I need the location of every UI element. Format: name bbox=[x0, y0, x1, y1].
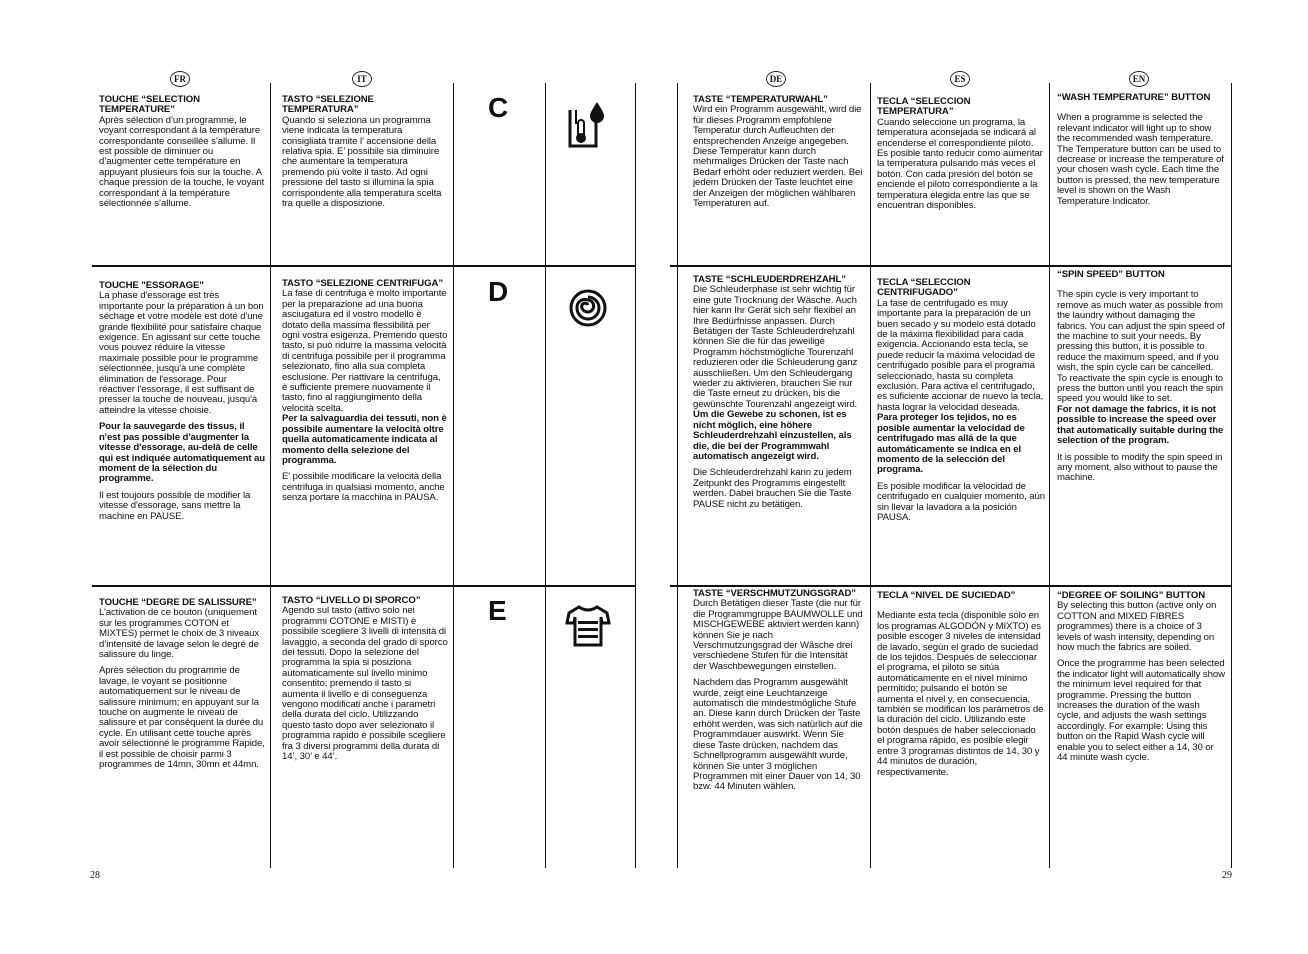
page-number-left: 28 bbox=[90, 870, 100, 881]
de-spin-title: TASTE “SCHLEUDERDREHZAHL” bbox=[693, 275, 846, 285]
en-temperature-title: “WASH TEMPERATURE” BUTTON bbox=[1057, 93, 1211, 103]
fr-spin-text2: Il est toujours possible de modifier la vitesse d'essorage, sans mettre la machine en PAUSE. bbox=[99, 489, 251, 522]
it-soiling-section bbox=[282, 596, 448, 826]
temperature-icon bbox=[568, 100, 608, 150]
es-temperature-section bbox=[877, 97, 1045, 263]
es-spin-bold: Para proteger los tejidos, no es posible aumentar la velocidad de centrifugado mas allá de la que automáticamente se indica en el momento de la selección del programa. bbox=[877, 412, 1025, 476]
it-temperature-section bbox=[282, 95, 448, 263]
fr-spin-title: TOUCHE "ESSORAGE" bbox=[99, 281, 204, 291]
fr-soiling-section bbox=[99, 598, 265, 860]
de-soiling-text: Durch Betätigen dieser Taste (die nur für die Programmgruppe BAUMWOLLE und MISCHGEWEBE aktiviert werden kann) können Sie je nach Verschmutzungsgrad der Wäsche drei verschiedene Stufen für die Intensität der Waschbewegungen einstellen. bbox=[693, 598, 863, 672]
it-temperature-title: TASTO “SELEZIONE TEMPERATURA” bbox=[282, 95, 374, 116]
fr-temperature-title: TOUCHE “SELECTION TEMPERATURE” bbox=[99, 95, 200, 116]
fr-soiling-title: TOUCHE “DEGRE DE SALISSURE” bbox=[99, 598, 257, 608]
es-spin-text: La fase de centrifugado es muy importante para la preparación de un buen secado y su modelo está dotado de la máxima flexibilidad para cada exigencia. Accionando esta tecla, se puede reducir la máxima velocidad de centrifugado posible para el programa seleccionado, hasta su completa exclusión. Para activa el centrifugado, es suficiente accionar de nuevo la tecla, hasta lograr la velocidad deseada. bbox=[877, 297, 1044, 413]
fr-temperature-text: Après sélection d’un programme, le voyant correspondant à la température correspondante conseillée s’allume. Il est possible de diminuer ou d’augmenter cette température en appuyant plusieurs fois sur la touche. A chaque pression de la touche, le voyant correspondant à la température sélectionnée s’allume. bbox=[99, 114, 265, 210]
it-spin-title: TASTO “SELEZIONE CENTRIFUGA” bbox=[282, 279, 444, 289]
de-spin-section bbox=[693, 275, 863, 581]
de-temperature-text: Wird ein Programm ausgewählt, wird die für dieses Programm empfohlene Temperatur durch Aufleuchten der entsprechenden Anzeige angegeben. Diese Temperatur kann durch mehrmaliges Drücken der Taste nach Bedarf erhöht oder reduziert werden. Bei jedem Drücken der Taste leuchtet eine der Anzeigen der möglichen wählbaren Temperaturen auf. bbox=[693, 104, 863, 210]
es-temperature-text: Cuando seleccione un programa, la temperatura aconsejada se indicará al encenderse el correspondiente piloto. Es posible tanto reducir como aumentar la temperatura pulsando más veces el botón. Con cada presión del botón se enciende el piloto correspondiente a la temperatura elegida entre las que se encuentran disponibles. bbox=[877, 116, 1043, 212]
de-soiling-title: TASTE “VERSCHMUTZUNGSGRAD” bbox=[693, 589, 856, 599]
right-page bbox=[654, 0, 1308, 954]
en-spin-text2: It is possible to modify the spin speed in any moment, also without to pause the machine. bbox=[1057, 451, 1223, 484]
en-soiling-section bbox=[1057, 591, 1225, 811]
en-spin-title: “SPIN SPEED” BUTTON bbox=[1057, 270, 1165, 280]
lang-badge-it: IT bbox=[352, 71, 372, 87]
it-spin-bold: Per la salvaguardia dei tessuti, non è possibile aumentare la velocità oltre quella automaticamente indicata al momento della selezione del programma. bbox=[282, 413, 447, 466]
section-letter-c: C bbox=[488, 92, 509, 123]
en-temperature-section bbox=[1057, 93, 1225, 263]
fr-spin-bold: Pour la sauvegarde des tissus, il n'est pas possible d'augmenter la vitesse d'essorage, au-delà de celle qui est indiquée automatiquement au moment de la sélection du programme. bbox=[99, 421, 265, 485]
es-soiling-title: TECLA “NIVEL DE SUCIEDAD” bbox=[877, 591, 1016, 601]
es-spin-title: TECLA “SELECCIÓN CENTRIFUGADO” bbox=[877, 278, 971, 299]
en-spin-bold: For not damage the fabrics, it is not possible to increase the speed over that automatically suitable during the selection of the program. bbox=[1057, 403, 1224, 447]
es-temperature-title: TECLA “SELECCIÓN TEMPERATURA” bbox=[877, 97, 971, 118]
de-spin-text2: Die Schleuderdrehzahl kann zu jedem Zeitpunkt des Programms eingestellt werden. Dabei brauchen Sie die Taste PAUSE nicht zu betätigen. bbox=[693, 467, 852, 510]
fr-spin-section bbox=[99, 281, 265, 581]
de-temperature-title: TASTE “TEMPERATURWAHL” bbox=[693, 95, 828, 105]
soiling-icon bbox=[565, 605, 611, 647]
de-soiling-text2: Nachdem das Programm ausgewählt wurde, zeigt eine Leuchtanzeige automatisch die mindestmögliche Stufe an. Diese kann durch Drücken der Taste erhöht werden, was sich natürlich auf die Programmdauer auswirkt. Wenn Sie diese Taste drücken, nachdem das Schnellprogramm ausgewählt wurde, können Sie unter 3 möglichen Programmen mit einer Dauer von 14, 30 bzw. 44 Minuten wählen. bbox=[693, 677, 863, 793]
it-spin-text: La fase di centrifuga è molto importante per la preparazione ad una buona asciugatura ed il vostro modello è dotato della massima flessibilità per ogni vostra esigenza. Premendo questo tasto, si può ridurre la massima velocità di centrifuga possibile per il programma selezionato, fino alla sua completa esclusione. Per riattivare la centrifuga, è sufficiente premere nuovamente il tasto, fino al raggiungimento della velocità scelta. bbox=[282, 288, 448, 414]
section-letter-d: D bbox=[488, 276, 509, 307]
it-soiling-text: Agendo sul tasto (attivo solo nei programmi COTONE e MISTI) è possibile scegliere 3 livelli di intensità di lavaggio, a seconda del grado di sporco dei tessuti. Dopo la selezione del programma la spia si posiziona automaticamente sul livello minimo consentito; premendo il tasto si aumenta il livello e di conseguenza vengono modificati anche i parametri della durata del ciclo. Utilizzando questo tasto dopo aver selezionato il programma rapido è possibile scegliere fra 3 diversi programmi della durata di 14’, 30’ e 44’. bbox=[282, 605, 448, 763]
de-spin-text: Die Schleuderphase ist sehr wichtig für eine gute Trocknung der Wäsche. Auch hier kann Ihr Gerät sich sehr flexibel an Ihre Bedürfnisse anpassen. Durch Betätigen der Taste Schleuderdrehzahl können Sie die für das jeweilige Programm höchstmögliche Tourenzahl reduzieren oder die Schleuderung ganz ausschließen. Um den Schleudergang wieder zu aktivieren, brauchen Sie nur die Taste erneut zu drücken, bis die gewünschte Tourenzahl angezeigt wird. bbox=[693, 284, 858, 410]
fr-soiling-text: L’activation de ce bouton (uniquement sur les programmes COTON et MIXTES) permet le choix de 3 niveaux d’intensité de lavage selon le degré de salissure du linge. bbox=[99, 607, 260, 661]
it-soiling-title: TASTO “LIVELLO DI SPORCO” bbox=[282, 596, 421, 606]
en-spin-section bbox=[1057, 270, 1225, 581]
de-soiling-section bbox=[693, 589, 863, 869]
de-spin-bold: Um die Gewebe zu schonen, ist es nicht möglich, eine höhere Schleuderdrehzahl einzustellen, als die, die bei der Programmwahl automatisch angezeigt wird. bbox=[693, 409, 852, 462]
en-soiling-title: “DEGREE OF SOILING” BUTTON bbox=[1057, 591, 1206, 601]
de-temperature-section bbox=[693, 95, 863, 263]
es-spin-section bbox=[877, 278, 1045, 581]
it-temperature-text: Quando si seleziona un programma viene indicata la temperatura consigliata tramite l’ accensione della relativa spia. E’ possibile sia diminuire che aumentare la temperatura premendo più volte il tasto. Ad ogni pressione del tasto si illumina la spia corrispondente alla temperatura scelta tra quelle a disposizione. bbox=[282, 114, 442, 210]
lang-badge-en: EN bbox=[1129, 71, 1149, 87]
it-spin-section bbox=[282, 279, 448, 581]
es-spin-text2: Es posible modificar la velocidad de centrifugado en cualquier momento, aún sin llevar la lavadora a la posición PAUSA. bbox=[877, 480, 1045, 523]
en-temperature-text: When a programme is selected the relevant indicator will light up to show the recommended wash temperature. The Temperature button can be used to decrease or increase the temperature of your chosen wash cycle. Each time the button is pressed, the new temperature level is shown on the Wash Temperature Indicator. bbox=[1057, 112, 1224, 207]
fr-soiling-text2: Après sélection du programme de lavage, le voyant se positionne automatiquement sur le niveau de salissure minimum; en appuyant sur la touche on augmente le niveau de salissure et par conséquent la durée du cycle. En utilisant cette touche après avoir sélectionné le programme Rapide, il est possible de choisir parmi 3 programmes de 14mn, 30mn et 44mn. bbox=[99, 665, 265, 771]
lang-badge-es: ES bbox=[950, 71, 970, 87]
page-number-right: 29 bbox=[1222, 870, 1232, 881]
spin-icon bbox=[568, 288, 608, 328]
section-letter-e: E bbox=[488, 595, 507, 626]
fr-spin-text: La phase d'essorage est très importante pour la préparation à un bon séchage et votre modèle est doté d'une grande flexibilité pour satisfaire chaque exigence. En agissant sur cette touche vous pouvez réduire la vitesse maximale possible pour le programme sélectionnée, jusqu'à une complète élimination de l'essorage. Pour réactiver l'essorage, il est suffisant de presser la touche de nouveau, jusqu'à atteindre la vitesse choisie. bbox=[99, 290, 264, 416]
en-spin-text: The spin cycle is very important to remove as much water as possible from the laundry without damaging the fabrics. You can adjust the spin speed of the machine to suit your needs. By pressing this button, it is possible to reduce the maximum speed, and if you wish, the spin cycle can be cancelled. To reactivate the spin cycle is enough to press the button until you reach the spin speed you would like to set. bbox=[1057, 289, 1225, 405]
en-soiling-text: By selecting this button (active only on COTTON and MIXED FIBRES programmes) there is a choice of 3 levels of wash intensity, depending on how much the fabrics are soiled. bbox=[1057, 600, 1217, 654]
lang-badge-fr: FR bbox=[170, 71, 190, 87]
lang-badge-de: DE bbox=[766, 71, 786, 87]
es-soiling-text: Mediante esta tecla (disponible sólo en los programas ALGODÓN y MIXTO) es posible escoger 3 niveles de intensidad de lavado, según el grado de suciedad de los tejidos. Después de seleccionar el programa, el piloto se sitúa automáticamente en el nivel mínimo permitido; pulsando el botón se aumenta el nivel y, en consecuencia, también se modifican los parámetros de la duración del ciclo. Utilizando este botón después de haber seleccionado el programa rápido, es posible elegir entre 3 programas distintos de 14, 30 y 44 minutos de duración, respectivamente. bbox=[877, 610, 1044, 778]
en-soiling-text2: Once the programme has been selected the indicator light will automatically show the minimum level required for that programme. Pressing the button increases the duration of the wash cycle, and adjusts the wash settings accordingly. For example: Using this button on the Rapid Wash cycle will enable you to select either a 14, 30 or 44 minute wash cycle. bbox=[1057, 658, 1225, 764]
fr-temperature-section bbox=[99, 95, 265, 263]
it-spin-text2: E' possibile modificare la velocità della centrifuga in qualsiasi momento, anche senza portare la macchina in PAUSA. bbox=[282, 471, 445, 504]
es-soiling-section bbox=[877, 591, 1045, 865]
